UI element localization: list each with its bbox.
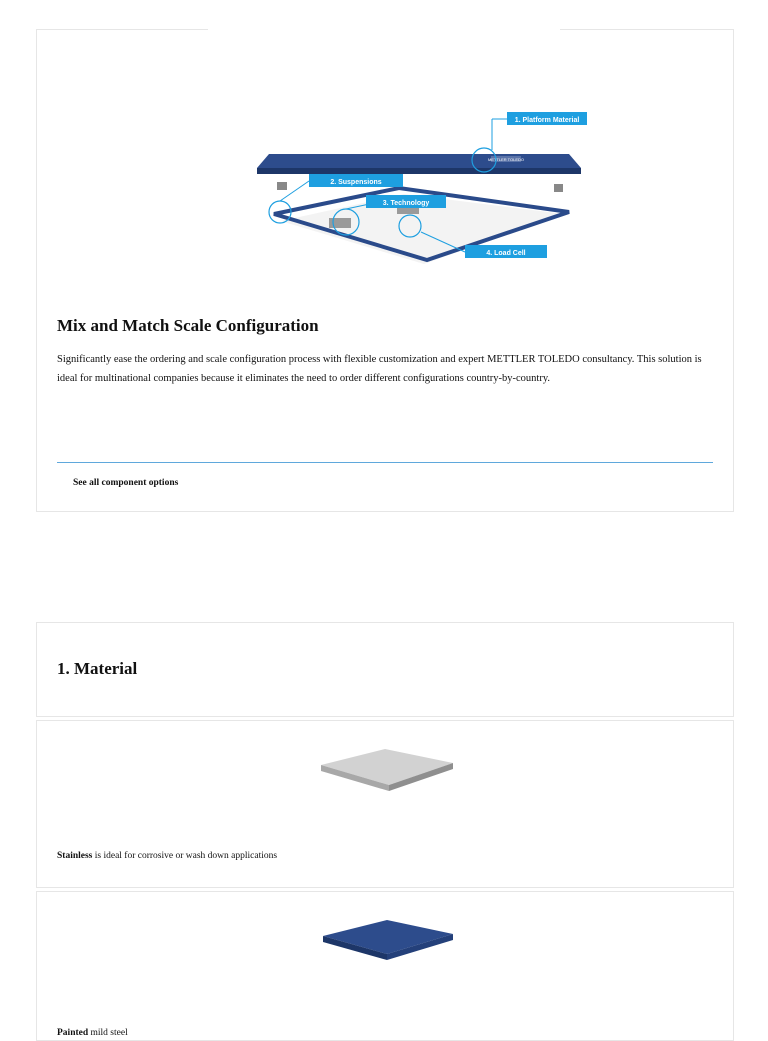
card-top-gap xyxy=(208,28,560,30)
stainless-platform-image xyxy=(315,743,459,795)
hero-description: Significantly ease the ordering and scale configuration process with flexible customization and expert METTLER TOLEDO consultancy. This solution is ideal for multinational companies because it eliminates the need to order different configurations country-by-country. xyxy=(57,354,702,384)
see-all-components-link[interactable]: See all component options xyxy=(73,478,179,488)
platform-brand: METTLER TOLEDO xyxy=(487,157,525,162)
divider xyxy=(57,462,713,463)
callout-suspensions: 2. Suspensions xyxy=(330,179,382,186)
stainless-description: is ideal for corrosive or wash down applications xyxy=(92,851,278,861)
callout-technology: 3. Technology xyxy=(382,200,430,207)
painted-label: Painted xyxy=(57,1028,89,1038)
hero-title: Mix and Match Scale Configuration xyxy=(57,316,319,335)
material-option-painted[interactable] xyxy=(36,891,734,1041)
painted-description: mild steel xyxy=(88,1028,128,1038)
painted-platform-image xyxy=(315,912,459,964)
stainless-label: Stainless xyxy=(57,851,93,861)
scale-diagram xyxy=(229,76,609,276)
painted-caption xyxy=(57,1028,128,1038)
hero-card xyxy=(36,29,734,512)
callout-load-cell: 4. Load Cell xyxy=(486,250,526,257)
callout-platform-material: 1. Platform Material xyxy=(514,117,580,124)
material-heading-card xyxy=(36,622,734,717)
material-option-stainless[interactable] xyxy=(36,720,734,888)
platform-top xyxy=(257,154,581,168)
stainless-caption xyxy=(57,851,277,861)
material-heading: 1. Material xyxy=(57,659,138,678)
